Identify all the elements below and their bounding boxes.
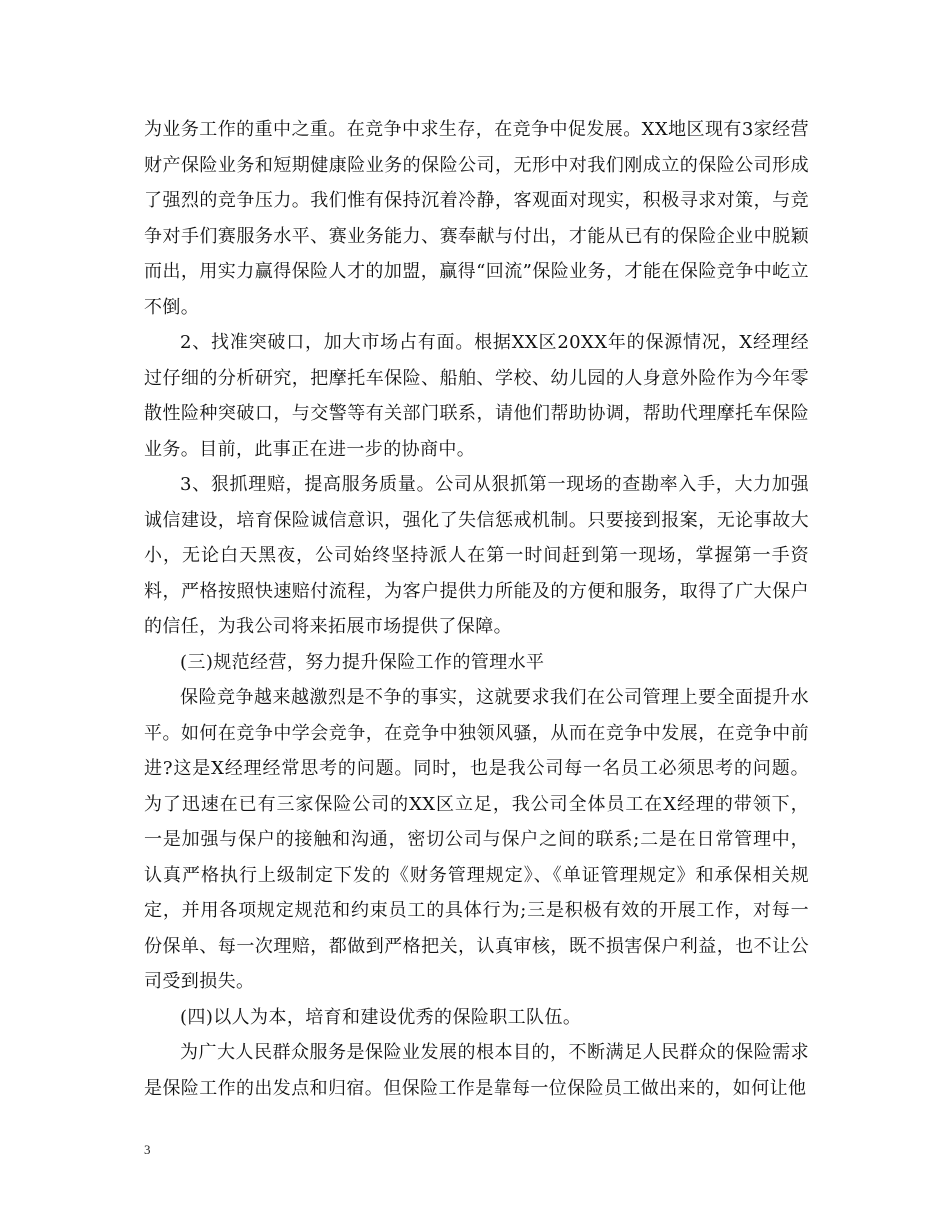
section-heading-3: (三)规范经营，努力提升保险工作的管理水平 [180,651,545,673]
paragraph-5: 为广大人民群众服务是保险业发展的根本目的，不断满足人民群众的保险需求是保险工作的出发点和归宿。但保险工作是靠每一位保险员工做出来的，如何让他 [144,1042,809,1099]
section-heading-4: (四)以人为本，培育和建设优秀的保险职工队伍。 [180,1006,582,1028]
paragraph-4: 保险竞争越来越激烈是不争的事实，这就要求我们在公司管理上要全面提升水平。如何在竞争中学会竞争，在竞争中独领风骚，从而在竞争中发展，在竞争中前进?这是X经理经常思考的问题。同时，也是我公司每一名员工必须思考的问题。为了迅速在已有三家保险公司的XX区立足，我公司全体员工在X经理的带领下，一是加强与保户的接触和沟通，密切公司与保户之间的联系;二是在日常管理中，认真严格执行上级制定下发的《财务管理规定》、《单证管理规定》和承保相关规定，并用各项规定规范和约束员工的具体行为;三是积极有效的开展工作，对每一份保单、每一次理赔，都做到严格把关，认真审核，既不损害保户利益，也不让公司受到损失。 [144,687,809,992]
page-number: 3 [144,1142,151,1157]
document-body [144,112,809,1106]
paragraph-2: 2、找准突破口，加大市场占有面。根据XX区20XX年的保源情况，X经理经过仔细的分析研究，把摩托车保险、船舶、学校、幼儿园的人身意外险作为今年零散性险种突破口，与交警等有关部门联系，请他们帮助协调，帮助代理摩托车保险业务。目前，此事正在进一步的协商中。 [144,332,809,460]
paragraph-3: 3、狠抓理赔，提高服务质量。公司从狠抓第一现场的查勘率入手，大力加强诚信建设，培育保险诚信意识，强化了失信惩戒机制。只要接到报案，无论事故大小，无论白天黑夜，公司始终坚持派人在第一时间赶到第一现场，掌握第一手资料，严格按照快速赔付流程，为客户提供力所能及的方便和服务，取得了广大保户的信任，为我公司将来拓展市场提供了保障。 [144,474,809,637]
paragraph-1: 为业务工作的重中之重。在竞争中求生存，在竞争中促发展。XX地区现有3家经营财产保险业务和短期健康险业务的保险公司，无形中对我们刚成立的保险公司形成了强烈的竞争压力。我们惟有保持沉着冷静，客观面对现实，积极寻求对策，与竞争对手们赛服务水平、赛业务能力、赛奉献与付出，才能从已有的保险企业中脱颖而出，用实力赢得保险人才的加盟，赢得“回流”保险业务，才能在保险竞争中屹立不倒。 [144,119,809,318]
